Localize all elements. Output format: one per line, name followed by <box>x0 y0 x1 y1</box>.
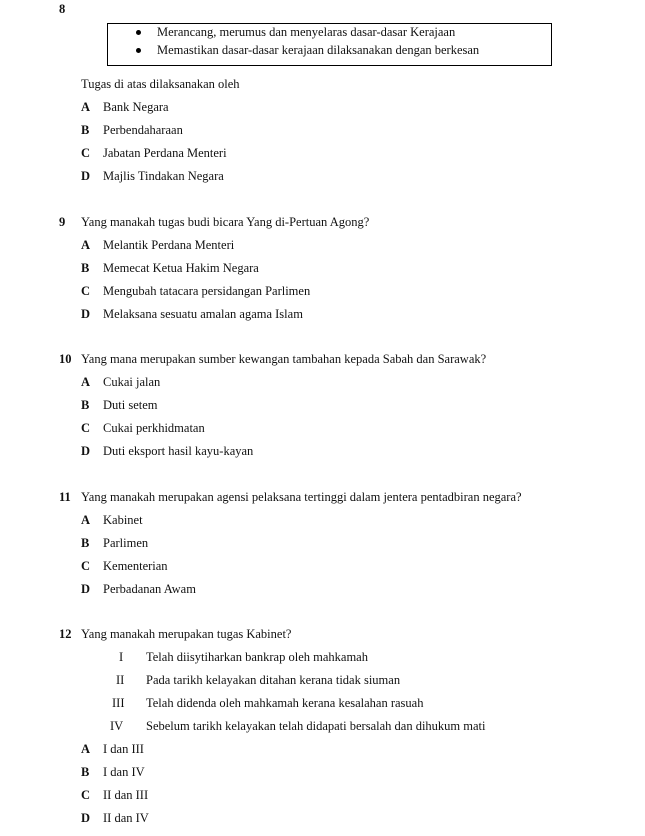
option-text: II dan IV <box>103 811 149 825</box>
question-stem: Tugas di atas dilaksanakan oleh <box>81 77 240 91</box>
option-text: Memecat Ketua Hakim Negara <box>103 261 259 275</box>
option-letter: A <box>81 238 91 252</box>
statement-roman: I <box>119 650 124 664</box>
option-letter: C <box>81 559 91 573</box>
statement-text: Telah diisytiharkan bankrap oleh mahkamah <box>146 650 368 664</box>
question-stem: Yang manakah merupakan agensi pelaksana tertinggi dalam jentera pentadbiran negara? <box>81 490 522 504</box>
option-letter: B <box>81 123 90 137</box>
option-text: Melantik Perdana Menteri <box>103 238 235 252</box>
question-number: 10 <box>59 352 72 366</box>
option-text: Jabatan Perdana Menteri <box>103 146 227 160</box>
statement-roman: II <box>116 673 125 687</box>
question-stem: Yang manakah merupakan tugas Kabinet? <box>81 627 292 641</box>
option-text: Bank Negara <box>103 100 169 114</box>
option-text: Cukai perkhidmatan <box>103 421 205 435</box>
option-letter: D <box>81 444 91 458</box>
option-text: Mengubah tatacara persidangan Parlimen <box>103 284 311 298</box>
option-text: Majlis Tindakan Negara <box>103 169 224 183</box>
option-letter: B <box>81 261 90 275</box>
statement-text: Telah didenda oleh mahkamah kerana kesalahan rasuah <box>146 696 424 710</box>
info-bullet-text: Memastikan dasar-dasar kerajaan dilaksanakan dengan berkesan <box>157 43 480 57</box>
question-stem: Yang manakah tugas budi bicara Yang di-Pertuan Agong? <box>81 215 370 229</box>
option-letter: D <box>81 582 91 596</box>
option-text: I dan IV <box>103 765 145 779</box>
option-text: Cukai jalan <box>103 375 161 389</box>
option-letter: D <box>81 169 91 183</box>
statement-roman: IV <box>110 719 124 733</box>
option-letter: C <box>81 421 91 435</box>
option-letter: D <box>81 811 91 825</box>
statement-text: Sebelum tarikh kelayakan telah didapati bersalah dan dihukum mati <box>146 719 486 733</box>
option-letter: A <box>81 513 91 527</box>
question-number: 11 <box>59 490 71 504</box>
option-letter: A <box>81 375 91 389</box>
bullet-icon <box>136 48 141 53</box>
info-bullet-text: Merancang, merumus dan menyelaras dasar-dasar Kerajaan <box>157 25 456 39</box>
question-number: 12 <box>59 627 72 641</box>
option-letter: D <box>81 307 91 321</box>
option-text: Perbadanan Awam <box>103 582 196 596</box>
option-text: II dan III <box>103 788 149 802</box>
question-number: 9 <box>59 215 66 229</box>
option-text: I dan III <box>103 742 144 756</box>
option-text: Parlimen <box>103 536 149 550</box>
option-text: Melaksana sesuatu amalan agama Islam <box>103 307 303 321</box>
option-letter: A <box>81 742 91 756</box>
option-letter: C <box>81 284 91 298</box>
option-text: Duti eksport hasil kayu-kayan <box>103 444 254 458</box>
option-text: Kementerian <box>103 559 168 573</box>
option-letter: B <box>81 536 90 550</box>
option-letter: C <box>81 788 91 802</box>
option-letter: A <box>81 100 91 114</box>
option-text: Duti setem <box>103 398 158 412</box>
statement-text: Pada tarikh kelayakan ditahan kerana tidak siuman <box>146 673 401 687</box>
option-letter: B <box>81 765 90 779</box>
option-text: Kabinet <box>103 513 143 527</box>
statement-roman: III <box>112 696 125 710</box>
option-letter: C <box>81 146 91 160</box>
bullet-icon <box>136 30 141 35</box>
option-text: Perbendaharaan <box>103 123 183 137</box>
question-stem: Yang mana merupakan sumber kewangan tambahan kepada Sabah dan Sarawak? <box>81 352 487 366</box>
option-letter: B <box>81 398 90 412</box>
question-number: 8 <box>59 2 66 16</box>
